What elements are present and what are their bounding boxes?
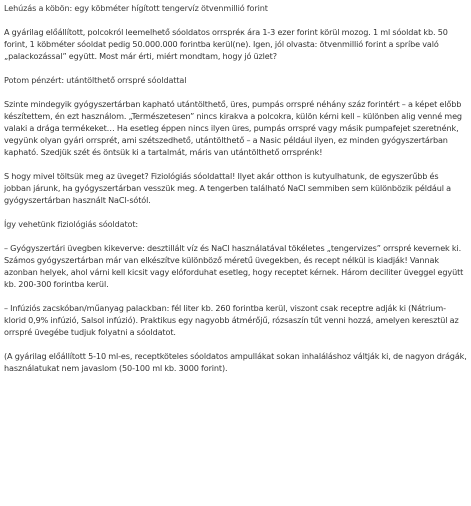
section-heading: Lehúzás a köbön: egy köbméter hígított tengervíz ötvenmillió forint [4, 3, 268, 13]
paragraph: A gyárilag előállított, polcokról leemelhető sóoldatos orrspréк ára 1-3 ezer forint körül mozog. 1 ml sóoldat kb. 50 forint, 1 köbméter sóoldat pedig 50.000.000 forintba kerül(ne). Igen, jól olvasta: ötvenmillió forint a spríbe való „palackozással” együtt. Most már érti, miért mondtam, hogy jó üzlet? [4, 27, 448, 61]
section-heading: Potom pénzért: utántölthető orrspré sóoldattal [4, 75, 187, 85]
list-item: – Infúziós zacskóban/műanyag palackban: fél liter kb. 260 forintba kerül, viszont csak receptre adják ki (Nátrium-klorid 0,9% infúzió, Salsol infúzió). Praktikus egy nagyobb átmérőjű, rózsaszín tűt venni hozzá, amelyen keresztül az orrspré üvegébe tudjuk folyatni a sóoldatot. [4, 303, 459, 337]
paragraph: (A gyárilag előállított 5-10 ml-es, receptköteles sóoldatos ampullákat sokan inhaláláshoz váltják ki, de nagyon drágák, használatukat nem javaslom (50-100 ml kb. 3000 forint). [4, 351, 467, 373]
article-body [4, 2, 467, 386]
section-heading: Így vehetünk fiziológiás sóoldatot: [4, 219, 139, 229]
paragraph: Szinte mindegyik gyógyszertárban kapható utántölthető, üres, pumpás orrspré néhány száz forintért – a képet előbb készítettem, én ezt használom. „Természetesen” nincs kirakva a polcokra, külön kérni kell – különben alig venné meg valaki a drága termékeket… Ha esetleg éppen nincs ilyen üres, pumpás orrspré vagy másik pumpafejet szeretnénk, vegyünk olyan gyári orrsprét, ami szétszedhető, utántölthető – a Nasic például ilyen, ez minden gyógyszertárban kapható. Szedjük szét és öntsük ki a tartalmát, máris van utántölthető orrsprénk! [4, 99, 462, 157]
list-item: – Gyógyszertári üvegben kikeverve: desztillált víz és NaCl használatával tökéletes „tengervizes” orrspré kevernek ki. Számos gyógyszertárban már van elkészítve különböző méretű üvegekben, és recept nélkül is kiadják! Vannak azonban helyek, ahol várni kell kicsit vagy elóforduhat esetleg, hogy receptet kérnek. Három deciliter üveggel együtt kb. 200-300 forintba kerül. [4, 243, 464, 289]
paragraph: S hogy mivel töltsük meg az üveget? Fiziológiás sóoldattal! Ilyet akár otthon is kutyulhatunk, de egyszerűbb és jobban járunk, ha gyógyszertárban vesszük meg. A tengerben található NaCl semmiben sem különbözik például a gyógyszertárban használt NaCl-sótól. [4, 171, 451, 205]
